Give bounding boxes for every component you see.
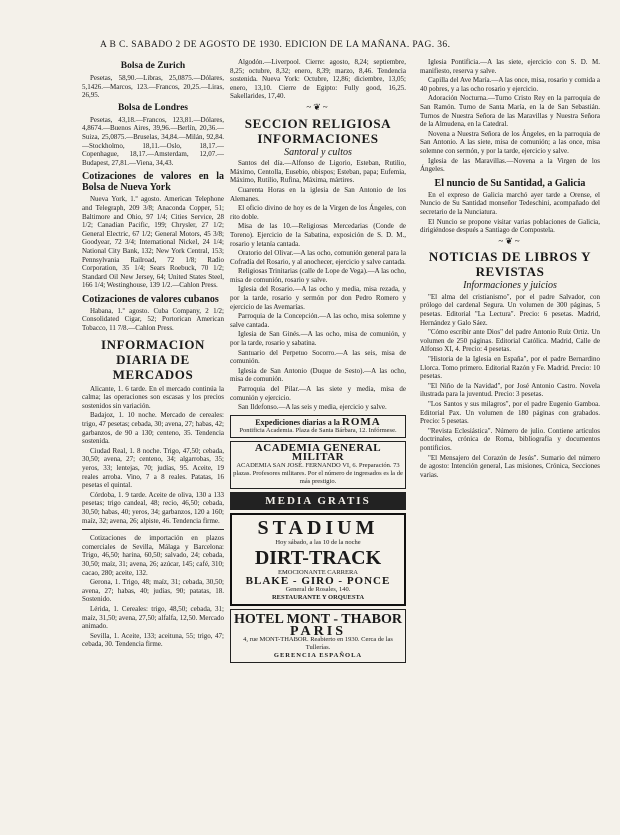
libros-paragraph: "El Mensajero del Corazón de Jesús". Sumario del número de agosto: Intención general, Las misiones, Crónica, Secciones varias.	[420, 453, 600, 479]
mercados-paragraph: Lérida, 1. Cereales: trigo, 48,50; cebada, 31; maíz, 31,50; avena, 27,50; alfalfa, 12,50. Mercado animado.	[82, 604, 224, 631]
ad-roma-text: Expediciones diarias a la	[255, 417, 340, 427]
santoral-paragraph: Cuarenta Horas en la iglesia de San Antonio de los Alemanes.	[230, 185, 406, 203]
column-right	[420, 58, 600, 818]
divider	[82, 529, 224, 530]
santoral-paragraph: Iglesia de San Ginés.—A las ocho, misa de comunión, y por la tarde, rosario y sabatina.	[230, 330, 406, 348]
ad-roma-brand: ROMA	[341, 415, 381, 428]
cultos-paragraph: Capilla del Ave María.—A las once, misa, rosario y comida a 40 pobres, y a las ocho rosario y ejercicio.	[420, 76, 600, 93]
santoral-paragraph: Iglesia del Rosario.—A las ocho y media, misa rezada, y por la tarde, rosario y sermón por don Pedro Romero y ejercicio de las Avemarías.	[230, 285, 406, 311]
libros-paragraph: "Cómo escribir ante Dios" del padre Antonio Ruiz Ortiz. Un volumen de 250 páginas. Editorial Católica. Madrid, Calle de Alfonso XI, 4. Precio: 4 pesetas.	[420, 328, 600, 354]
ad-academia	[230, 441, 406, 488]
santoral-paragraph: Parroquia de la Concepción.—A las ocho, misa solemne y salve cantada.	[230, 312, 406, 329]
ny-heading: Cotizaciones de valores en la Bolsa de Nueva York	[82, 171, 224, 194]
ornament-divider: ~❦~	[498, 235, 522, 246]
ad-stadium-event: DIRT-TRACK	[254, 547, 382, 570]
ad-roma	[230, 415, 406, 439]
cultos-paragraph: Iglesia de las Maravillas.—Novena a la Virgen de los Ángeles.	[420, 156, 600, 174]
mercados-paragraph: Alicante, 1. 6 tarde. En el mercado continúa la calma; las operaciones son escasas y los precios sostenidos sin variación.	[82, 384, 224, 410]
informaciones-juicios-heading: Informaciones y juicios	[463, 280, 557, 292]
santoral-paragraph: Misa de las 10.—Religiosas Mercedarias (Conde de Toreno). Ejercicio de la Sabatina, exposición de S. D. M., rosario y letanía cantada.	[230, 222, 406, 248]
cuba-heading: Cotizaciones de valores cubanos	[82, 293, 219, 305]
ad-stadium-foot2: RESTAURANTE Y ORQUESTA	[271, 593, 365, 601]
cultos-paragraph: Novena a Nuestra Señora de los Ángeles, en la parroquia de San Antonio. A las siete, misa de comunión; a las once, misa solemne con sermón, y por la tarde, ejercicio y salve.	[420, 129, 600, 155]
santoral-paragraph: El oficio divino de hoy es de la Virgen de los Ángeles, con rito doble.	[230, 204, 406, 221]
ornament-divider: ~❦~	[306, 101, 330, 112]
ad-hotel-title: HOTEL MONT - THABOR	[234, 611, 402, 627]
ad-roma-sub: Pontificia Academia. Plaza de Santa Bárbara, 12. Infórmese.	[239, 427, 397, 435]
libros-paragraph: "Revista Eclesiástica". Número de julio. Contiene artículos doctrinales, crónica de Roma, bibliografía y documentos pontificios.	[420, 426, 600, 452]
column-left	[82, 58, 224, 818]
cultos-paragraph: Adoración Nocturna.—Turno Cristo Rey en la parroquia de San Ramón. Turno de Santa María, en la de San Sebastián. Turnos de Nuestra Señora de las Maravillas y Nuestra Señora de la Almudena, en la Catedral.	[420, 94, 600, 129]
zurich-text: Pesetas, 58,90.—Libras, 25,0875.—Dólares, 5,1426.—Marcos, 123.—Francos, 20,25.—Liras, 26,95.	[82, 74, 224, 100]
mercados-paragraph: Córdoba, 1. 9 tarde. Aceite de oliva, 130 a 133 pesetas; trigo candeal, 48; recio, 46,50; cebada, 30,50; habas, 40; yeros, 34; garbanzos, 120 a 160; maíz, 32; avena, 26; alpiste, 46. Tendencia firme.	[82, 490, 224, 525]
ad-stadium-riders: BLAKE - GIRO - PONCE	[245, 575, 391, 588]
londres-text: Pesetas, 43,18.—Francos, 123,81.—Dólares, 4,8674.—Buenos Aires, 39,96.—Berlín, 20,36.—Suiza, 25,0875.—Bruselas, 34,84.—Milán, 92,84.—Stockholmo, 18,11.—Oslo, 18,17.—Copenhague, 18,17.—Amsterdam, 12,07.—Budapest, 27,81.—Viena, 34,43.	[82, 115, 224, 167]
ad-stadium-note: EMOCIONANTE CARRERA	[278, 569, 358, 577]
nuncio-paragraph: En el expreso de Galicia marchó ayer tarde a Orense, el Nuncio de Su Santidad monseñor Tedeschini, acompañado del secretario de la Nunciatura.	[420, 190, 600, 216]
ad-academia-sub: ACADEMIA SAN JOSÉ. FERNANDO VI, 6. Preparación. 73 plazas. Profesores militares. Por el número de ingresados es la de más prestigio.	[233, 461, 403, 485]
santoral-paragraph: Religiosas Trinitarias (calle de Lope de Vega).—A las ocho, misa de comunión, rosario y salve.	[230, 267, 406, 284]
cultos-paragraph: Iglesia Pontificia.—A las siete, ejercicio con S. D. M. manifiesto, reserva y salve.	[420, 58, 600, 75]
zurich-heading: Bolsa de Zurich	[120, 61, 186, 71]
libros-paragraph: "Historia de la Iglesia en España", por el padre Bernardino Llorca. Tomo primero. Editorial Razón y Fe. Madrid. Precio: 10 pesetas.	[420, 355, 600, 381]
londres-heading: Bolsa de Londres	[117, 102, 189, 113]
noticias-libros-heading: NOTICIAS DE LIBROS Y REVISTAS	[428, 249, 592, 280]
mercados-paragraph: Ciudad Real, 1. 8 noche. Trigo, 47,50; cebada, 30,50; avena, 27; centeno, 34; algarrobas, 35; yeros, 33; lentejas, 70; judías, 95. Aceite, 19 reales arroba. Vino, 7 a 8 reales. Patatas, 16 pesetas el quintal.	[82, 446, 224, 490]
santoral-paragraph: Oratorio del Olivar.—A las ocho, comunión general para la Cofradía del Rosario, y al anochecer, ejercicio y salve cantada.	[230, 249, 406, 266]
mercados-paragraph: Cotizaciones de importación en plazos comerciales de Sevilla, Málaga y Barcelona: Trigo, 46,50; harina, 60,50; salvado, 24; cebada, 30,50; maíz, 31; avena, 26; azúcar, 145; café, 310; cacao, 280; aceite, 132.	[82, 534, 224, 577]
santoral-paragraph: San Ildefonso.—A las seis y media, ejercicio y salve.	[238, 403, 387, 412]
ad-hotel-city: PARIS	[290, 623, 346, 639]
mercados-paragraph: Badajoz, 1. 10 noche. Mercado de cereales: trigo, 47 pesetas; cebada, 30; avena, 27; habas, 42; garbanzos, de 90 a 130; centeno, 35. Tendencia sostenida.	[82, 411, 224, 446]
libros-paragraph: "El alma del cristianismo", por el padre Salvador, con prólogo del cardenal Segura. Un volumen de 300 páginas, 5 pesetas. Editorial "La Lectura". Precio: 6 pesetas. Madrid, Hernández y Galo Sáez.	[420, 292, 600, 327]
ny-text: Nueva York, 1.º agosto. American Telephone and Telegraph, 209 3/8; Anaconda Copper, 51; Baltimore and Ohio, 97 1/4; Cities Service, 28 1/2; Canadian Pacific, 199; Chrysler, 27 1/2; General Electric, 67 1/2; General Motors, 45 3/8; Goodyear, 72 3/4; International Nickel, 24 1/4; National City Bank, 132; New York Central, 153; Pennsylvania Railroad, 72 1/8; Radio Corporation, 35 1/4; Sears Roebuck, 70 1/2; Standard Oil New Jersey, 64; United States Steel, 166 1/4; Westinghouse, 139 1/2.—Cahlon Press.	[82, 195, 224, 290]
nuncio-paragraph: El Nuncio se propone visitar varias poblaciones de Galicia, dirigiéndose después a Santiago de Compostela.	[420, 217, 600, 235]
ad-academia-title: ACADEMIA GENERAL MILITAR	[254, 442, 382, 463]
ad-stadium	[230, 513, 406, 606]
mercados-heading: INFORMACION DIARIA DE MERCADOS	[100, 336, 206, 382]
santoral-paragraph: Santuario del Perpetuo Socorro.—A las seis, misa de comunión.	[230, 348, 406, 366]
seccion-religiosa-heading: SECCION RELIGIOSA INFORMACIONES	[244, 115, 392, 146]
mercados-paragraph: Sevilla, 1. Aceite, 133; aceituna, 55; trigo, 47; cebada, 30. Tendencia firme.	[82, 631, 224, 649]
ad-stadium-title: STADIUM	[257, 517, 379, 540]
algodon-text: Algodón.—Liverpool. Cierre: agosto, 8,24; septiembre, 8,25; octubre, 8,32; enero, 8,39; marzo, 8,46. Tendencia sostenida. Nueva York: Octubre, 12,86; diciembre, 13,05; enero, 13,10. Cierre de Egipto: Fully good, 16,25. Sakellarides, 17,40.	[230, 58, 406, 101]
santoral-paragraph: Iglesia de San Antonio (Duque de Sesto).—A las ocho, misa de comunión.	[230, 366, 406, 384]
ad-media: MEDIA GRATIS	[230, 492, 406, 511]
libros-paragraph: "Los Santos y sus milagros", por el padre Eugenio Gamboa. Editorial Pax. Un volumen de 180 páginas con grabados. Precio: 5 pesetas.	[420, 400, 600, 426]
ad-hotel	[230, 609, 406, 664]
ad-stadium-sub: Hoy sábado, a las 10 de la noche	[275, 539, 361, 547]
santoral-paragraph: Parroquia del Pilar.—A las siete y media, misa de comunión y ejercicio.	[230, 385, 406, 402]
mercados-paragraph: Gerona, 1. Trigo, 48; maíz, 31; cebada, 30,50; avena, 27; habas, 40; judías, 90; patatas, 18. Sostenido.	[82, 578, 224, 604]
page-header: A B C. SABADO 2 DE AGOSTO DE 1930. EDICION DE LA MAÑANA. PAG. 36.	[100, 40, 451, 50]
ad-hotel-foot: GERENCIA ESPAÑOLA	[273, 652, 363, 660]
libros-paragraph: "El Niño de la Navidad", por José Antonio Castro. Novela ilustrada para la juventud. Precio: 3 pesetas.	[420, 381, 600, 399]
ad-stadium-foot1: General de Rosales, 140.	[285, 585, 351, 593]
santoral-paragraph: Santos del día.—Alfonso de Ligorio, Esteban, Rutilio, Máximo, Centolla, Eusebio, obispos; Esteban, papa; Eufemia, Máximo, Rutilio, Rufina, Máxima, mártires.	[230, 159, 406, 185]
nuncio-heading: El nuncio de Su Santidad, a Galicia	[434, 177, 586, 189]
santoral-heading: Santoral y cultos	[284, 146, 352, 158]
cuba-text: Habana, 1.º agosto. Cuba Company, 2 1/2; Consolidated Cigar, 52; Portorican American Tobacco, 11 7/8.—Cahlon Press.	[82, 306, 224, 333]
ad-hotel-address: 4, rue MONT-THABOR. Reabierto en 1930. Cerca de las Tullerías.	[243, 636, 393, 652]
column-middle	[230, 58, 406, 818]
